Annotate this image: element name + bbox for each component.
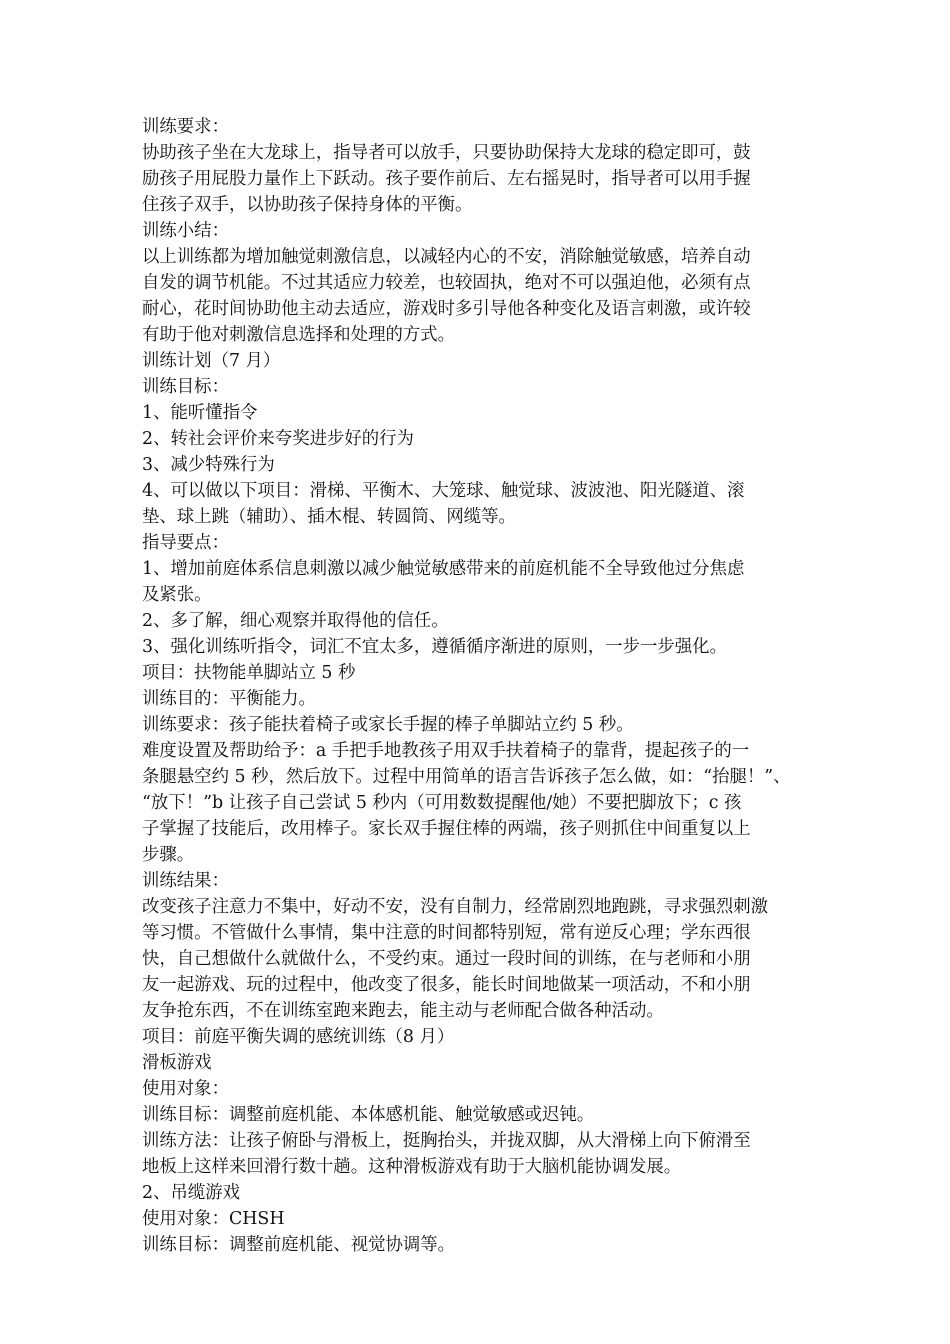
text-line: 项目：前庭平衡失调的感统训练（8 月）: [142, 1027, 455, 1047]
text-line: 步骤。: [142, 845, 195, 865]
text-line: 条腿悬空约 5 秒，然后放下。过程中用简单的语言告诉孩子怎么做，如：“抬腿！”、: [142, 767, 791, 787]
text-line: 训练目的：平衡能力。: [142, 689, 316, 709]
text-line: 自发的调节机能。不过其适应力较差，也较固执，绝对不可以强迫他，必须有点: [142, 273, 751, 293]
text-line: 耐心，花时间协助他主动去适应，游戏时多引导他各种变化及语言刺激，或许较: [142, 299, 751, 319]
text-line: 指导要点：: [142, 533, 229, 553]
text-line: 1、增加前庭体系信息刺激以减少触觉敏感带来的前庭机能不全导致他过分焦虑: [142, 559, 745, 579]
text-line: 4、可以做以下项目：滑梯、平衡木、大笼球、触觉球、波波池、阳光隧道、滚: [142, 481, 745, 501]
text-line: 训练小结：: [142, 221, 229, 241]
text-line: 以上训练都为增加触觉刺激信息，以减轻内心的不安，消除触觉敏感，培养自动: [142, 247, 751, 267]
text-line: 友一起游戏、玩的过程中，他改变了很多，能长时间地做某一项活动，不和小朋: [142, 975, 751, 995]
text-line: 3、减少特殊行为: [142, 455, 275, 475]
text-line: 2、多了解，细心观察并取得他的信任。: [142, 611, 449, 631]
text-line: 2、转社会评价来夸奖进步好的行为: [142, 429, 414, 449]
text-line: 项目：扶物能单脚站立 5 秒: [142, 663, 356, 683]
text-line: 地板上这样来回滑行数十趟。这种滑板游戏有助于大脑机能协调发展。: [142, 1157, 682, 1177]
text-line: 使用对象：: [142, 1079, 229, 1099]
text-line: 励孩子用屁股力量作上下跃动。孩子要作前后、左右摇晃时，指导者可以用手握: [142, 169, 751, 189]
text-line: 训练要求：孩子能扶着椅子或家长手握的棒子单脚站立约 5 秒。: [142, 715, 634, 735]
text-line: 训练结果：: [142, 871, 229, 891]
text-line: 友争抢东西，不在训练室跑来跑去，能主动与老师配合做各种活动。: [142, 1001, 664, 1021]
text-line: 及紧张。: [142, 585, 212, 605]
text-line: 训练目标：调整前庭机能、视觉协调等。: [142, 1235, 456, 1255]
text-line: 等习惯。不管做什么事情，集中注意的时间都特别短，常有逆反心理；学东西很: [142, 923, 751, 943]
text-line: 训练计划（7 月）: [142, 351, 281, 371]
text-line: 1、能听懂指令: [142, 403, 258, 423]
text-line: 有助于他对刺激信息选择和处理的方式。: [142, 325, 456, 345]
text-line: 住孩子双手，以协助孩子保持身体的平衡。: [142, 195, 473, 215]
text-line: 滑板游戏: [142, 1053, 212, 1073]
document-body: [142, 114, 810, 1258]
text-line: 3、强化训练听指令，词汇不宜太多，遵循循序渐进的原则，一步一步强化。: [142, 637, 727, 657]
text-line: 子掌握了技能后，改用棒子。家长双手握住棒的两端，孩子则抓住中间重复以上: [142, 819, 751, 839]
text-line: 训练方法：让孩子俯卧与滑板上，挺胸抬头，并拢双脚，从大滑梯上向下俯滑至: [142, 1131, 751, 1151]
text-line: 训练目标：调整前庭机能、本体感机能、触觉敏感或迟钝。: [142, 1105, 595, 1125]
text-line: 使用对象：CHSH: [142, 1209, 285, 1229]
text-line: “放下！”b 让孩子自己尝试 5 秒内（可用数数提醒他/她）不要把脚放下；c 孩: [142, 793, 742, 813]
text-line: 难度设置及帮助给予：a 手把手地教孩子用双手扶着椅子的靠背，提起孩子的一: [142, 741, 750, 761]
text-line: 改变孩子注意力不集中，好动不安，没有自制力，经常剧烈地跑跳，寻求强烈刺激: [142, 897, 769, 917]
text-line: 垫、球上跳（辅助）、插木棍、转圆筒、网缆等。: [142, 507, 516, 527]
text-line: 协助孩子坐在大龙球上，指导者可以放手，只要协助保持大龙球的稳定即可，鼓: [142, 143, 751, 163]
text-line: 训练要求：: [142, 117, 229, 137]
text-line: 快，自己想做什么就做什么，不受约束。通过一段时间的训练，在与老师和小朋: [142, 949, 751, 969]
text-line: 训练目标：: [142, 377, 229, 397]
text-line: 2、吊缆游戏: [142, 1183, 241, 1203]
